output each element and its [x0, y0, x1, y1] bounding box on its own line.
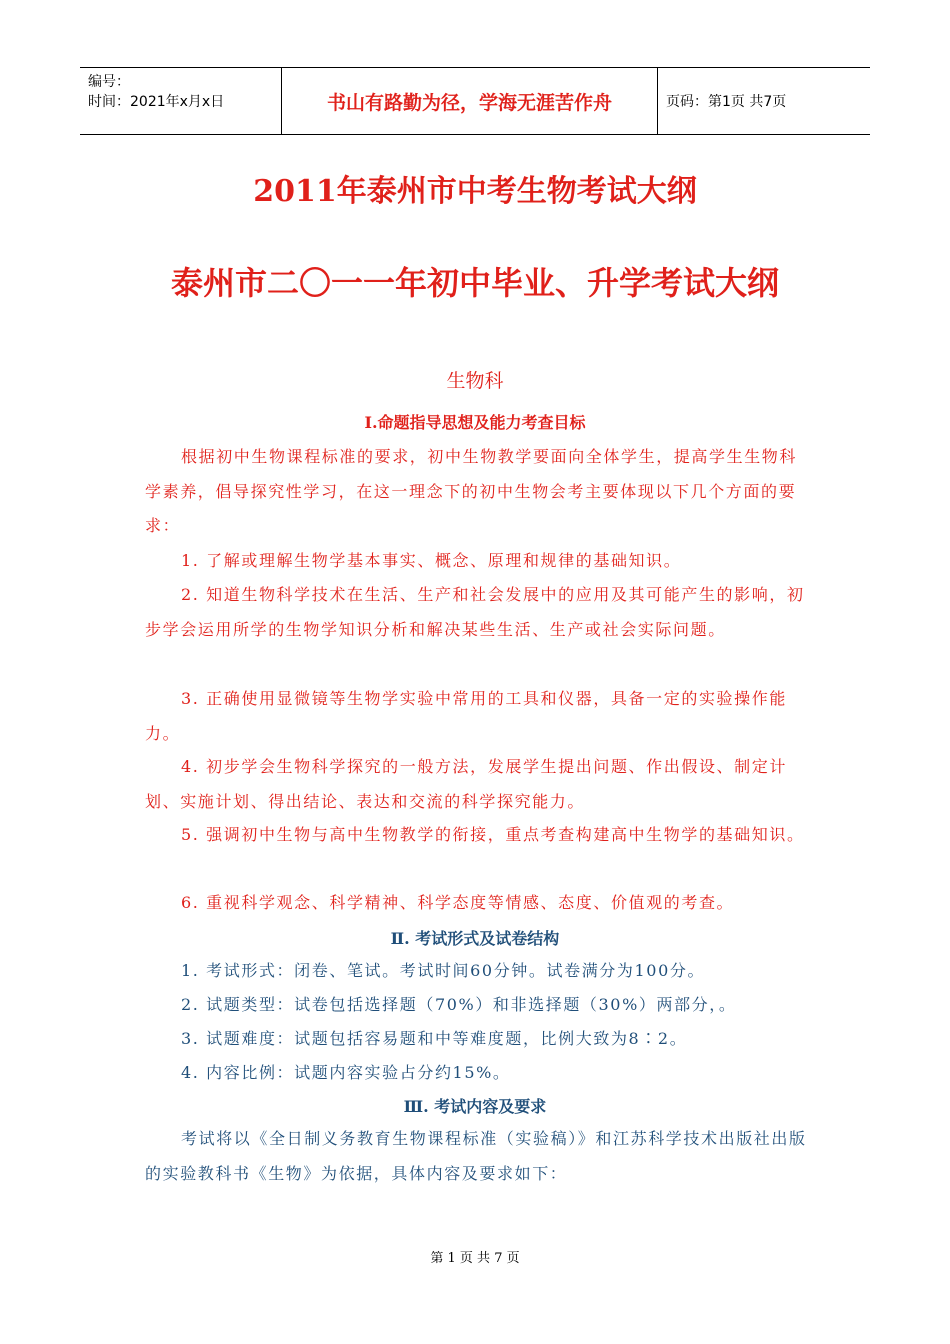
section2-item-2: 2. 试题类型：试卷包括选择题（70%）和非选择题（30%）两部分，。: [181, 995, 737, 1014]
sub-title: 泰州市二〇一一年初中毕业、升学考试大纲: [170, 264, 779, 302]
section1-intro: 根据初中生物课程标准的要求，初中生物教学要面向全体学生，提高学生生物科学素养，倡导探究性学习，在这一理念下的初中生物会考主要体现以下几个方面的要求：: [145, 447, 798, 535]
section1-item-2: 2. 知道生物科学技术在生活、生产和社会发展中的应用及其可能产生的影响，初步学会运用所学的生物学知识分析和解决某些生活、生产或社会实际问题。: [145, 585, 805, 639]
page-footer: 第 1 页 共 7 页: [430, 1251, 520, 1266]
main-title: 2011年泰州市中考生物考试大纲: [253, 174, 697, 209]
subject-label: 生物科: [446, 370, 504, 392]
section3-intro: 考试将以《全日制义务教育生物课程标准（实验稿）》和江苏科学技术出版社出版的实验教科书《生物》为依据，具体内容及要求如下：: [145, 1129, 807, 1183]
document-header: [80, 67, 870, 135]
section1-item-6: 6. 重视科学观念、科学精神、科学态度等情感、态度、价值观的考查。: [181, 893, 735, 912]
header-meta: [80, 68, 282, 134]
time-label: 时间：2021年x月x日: [88, 94, 225, 110]
section1-item-4: 4. 初步学会生物科学探究的一般方法，发展学生提出问题、作出假设、制定计划、实施计划、得出结论、表达和交流的科学探究能力。: [145, 757, 787, 811]
header-page-info: 页码：第1页 共7页: [666, 94, 787, 110]
section1-heading: Ⅰ.命题指导思想及能力考查目标: [364, 413, 586, 432]
section1-item-5: 5. 强调初中生物与高中生物教学的衔接，重点考查构建高中生物学的基础知识。: [181, 825, 805, 844]
section2-item-1: 1. 考试形式：闭卷、笔试。考试时间60分钟。试卷满分为100分。: [181, 961, 706, 980]
section1-item-1: 1. 了解或理解生物学基本事实、概念、原理和规律的基础知识。: [181, 551, 682, 570]
section2-item-4: 4. 内容比例：试题内容实验占分约15%。: [181, 1063, 511, 1082]
header-motto: 书山有路勤为径，学海无涯苦作舟: [282, 68, 658, 134]
section2-heading: Ⅱ. 考试形式及试卷结构: [390, 929, 560, 948]
section2-item-3: 3. 试题难度：试题包括容易题和中等难度题，比例大致为8∶2。: [181, 1029, 688, 1048]
number-label: 编号：: [88, 74, 130, 90]
section1-item-3: 3. 正确使用显微镜等生物学实验中常用的工具和仪器，具备一定的实验操作能力。: [145, 689, 787, 743]
section3-heading: Ⅲ. 考试内容及要求: [403, 1097, 547, 1116]
